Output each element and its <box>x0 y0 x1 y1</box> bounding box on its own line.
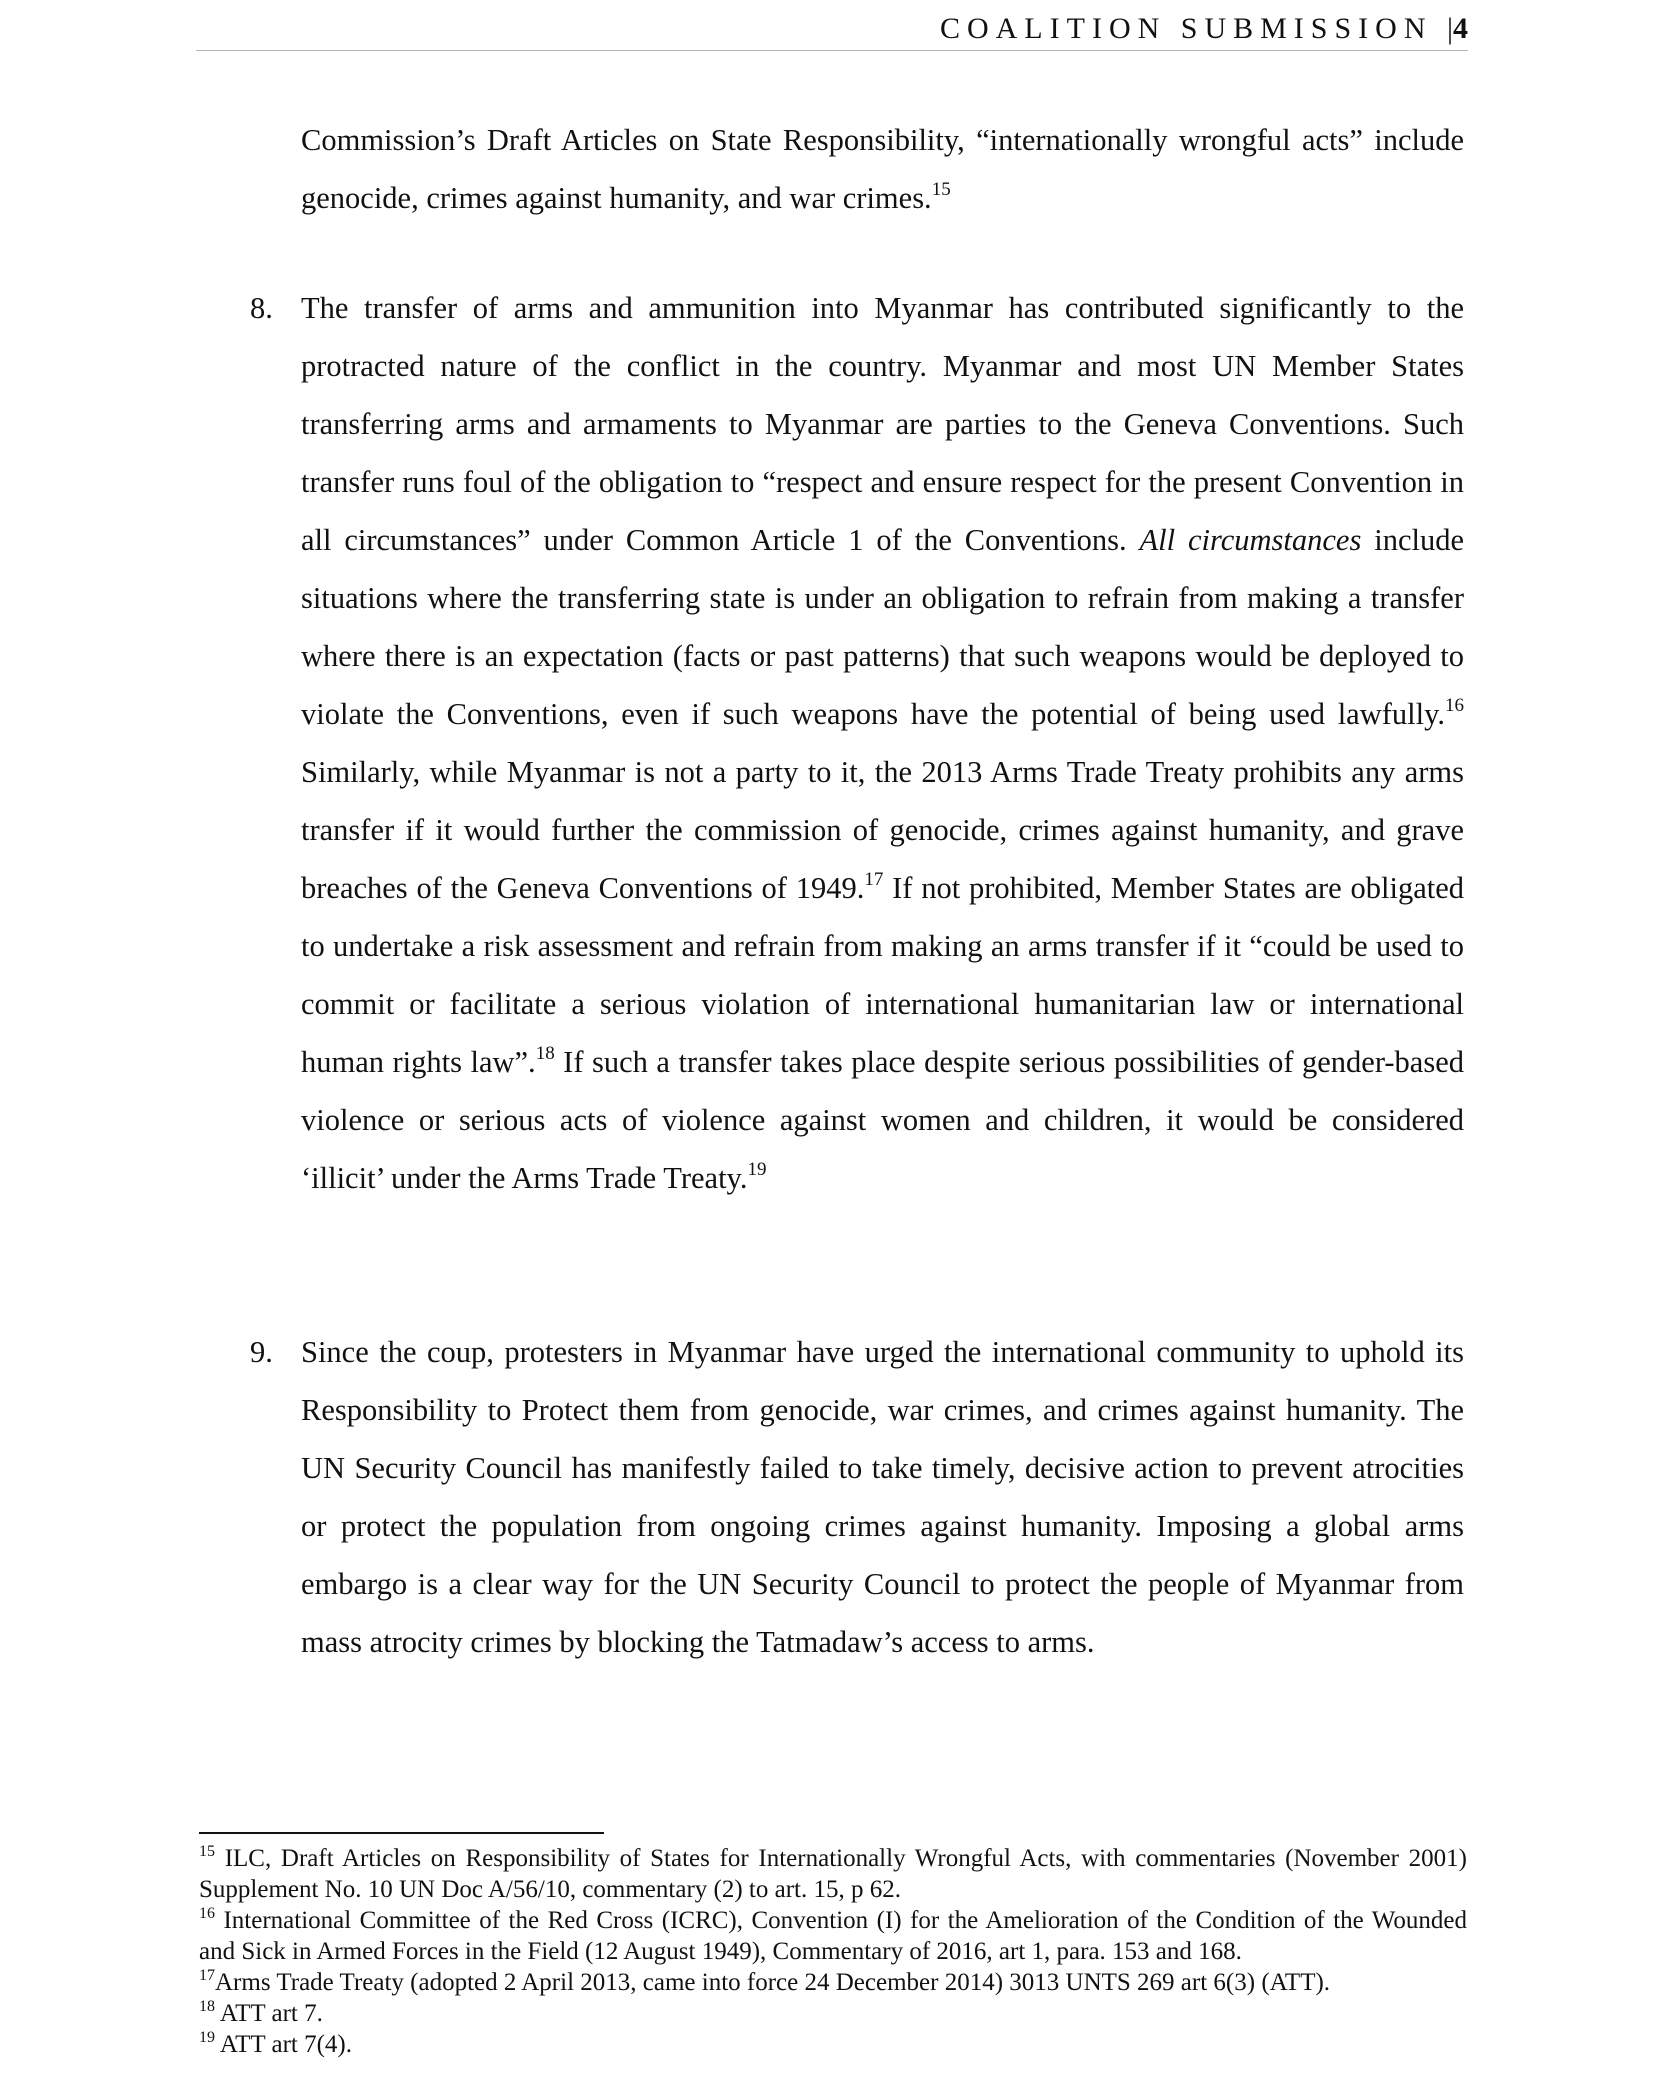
footnote-ref-16: 16 <box>1445 694 1464 716</box>
footnote-18 <box>199 1998 1467 2029</box>
para8-text-1: The transfer of arms and ammunition into Myanmar has contributed significantly to the protracted nature of the conflict in the country. Myanmar and most UN Member States transferring arms and armaments to Myanmar are parties to the Geneva Conventions. Such transfer runs foul of the obligation to “respect and ensure respect for the present Convention in all circumstances” under Common Article 1 of the Conventions. <box>301 291 1464 557</box>
footnote-text: ILC, Draft Articles on Responsibility of States for Internationally Wrongful Acts, with commentaries (November 2001) Supplement No. 10 UN Doc A/56/10, commentary (2) to art. 15, p 62. <box>199 1845 1467 1903</box>
page-header <box>196 12 1468 51</box>
header-title: COALITION SUBMISSION <box>939 12 1433 45</box>
footnote-number: 16 <box>199 1904 215 1922</box>
footnote-text: ATT art 7. <box>215 2000 323 2027</box>
header-separator: | <box>1446 12 1453 45</box>
paragraph-number-9: 9. <box>250 1335 273 1369</box>
footnote-16 <box>199 1905 1467 1967</box>
header-line <box>940 12 1468 46</box>
footnote-number: 15 <box>199 1842 215 1860</box>
paragraph-9 <box>301 1323 1464 1671</box>
paragraph-number-8: 8. <box>250 291 273 325</box>
footnote-ref-19: 19 <box>747 1158 767 1180</box>
footnote-text: ATT art 7(4). <box>215 2031 353 2058</box>
footnote-text: International Committee of the Red Cross (ICRC), Convention (I) for the Amelioration of the Condition of the Wounded and Sick in Armed Forces in the Field (12 August 1949), Commentary of 2016, art 1, para. 153 and 168. <box>199 1907 1467 1965</box>
footnote-number: 18 <box>199 1997 215 2015</box>
page-number: 4 <box>1453 12 1468 45</box>
footnote-15 <box>199 1843 1467 1905</box>
para8-italic: All circumstances <box>1139 523 1362 557</box>
footnote-ref-15: 15 <box>931 178 951 200</box>
para8-text-3: Similarly, while Myanmar is not a party to it, the 2013 Arms Trade Treaty prohibits any arms transfer if it would further the commission of genocide, crimes against humanity, and grave breaches of the Geneva Conventions of 1949. <box>301 755 1464 905</box>
footnote-number: 17 <box>199 1966 215 1984</box>
para8-text-5: If such a transfer takes place despite serious possibilities of gender-based violence or serious acts of violence against women and children, it would be considered ‘illicit’ under the Arms Trade Treaty. <box>301 1045 1464 1195</box>
footnote-ref-18: 18 <box>535 1042 555 1064</box>
footnotes <box>199 1843 1467 2060</box>
footnote-ref-17: 17 <box>864 868 884 890</box>
footnote-separator <box>199 1832 604 1834</box>
footnote-19 <box>199 2029 1467 2060</box>
para9-text: Since the coup, protesters in Myanmar have urged the international community to uphold its Responsibility to Protect them from genocide, war crimes, and crimes against humanity. The UN Security Council has manifestly failed to take timely, decisive action to prevent atrocities or protect the population from ongoing crimes against humanity. Imposing a global arms embargo is a clear way for the UN Security Council to protect the people of Myanmar from mass atrocity crimes by blocking the Tatmadaw’s access to arms. <box>301 1335 1464 1659</box>
paragraph-8 <box>301 279 1464 1207</box>
footnote-number: 19 <box>199 2028 215 2046</box>
continuation-text: Commission’s Draft Articles on State Responsibility, “internationally wrongful acts” include genocide, crimes against humanity, and war crimes. <box>301 123 1464 215</box>
para8-text-4: If not prohibited, Member States are obligated to undertake a risk assessment and refrain from making an arms transfer if it “could be used to commit or facilitate a serious violation of international humanitarian law or international human rights law”. <box>301 871 1464 1079</box>
para8-text-2: include situations where the transferring state is under an obligation to refrain from making a transfer where there is an expectation (facts or past patterns) that such weapons would be deployed to violate the Conventions, even if such weapons have the potential of being used lawfully. <box>301 523 1465 731</box>
footnote-17 <box>199 1967 1467 1998</box>
footnote-text: Arms Trade Treaty (adopted 2 April 2013, came into force 24 December 2014) 3013 UNTS 269 art 6(3) (ATT). <box>215 1969 1331 1996</box>
continuation-paragraph <box>301 111 1464 227</box>
